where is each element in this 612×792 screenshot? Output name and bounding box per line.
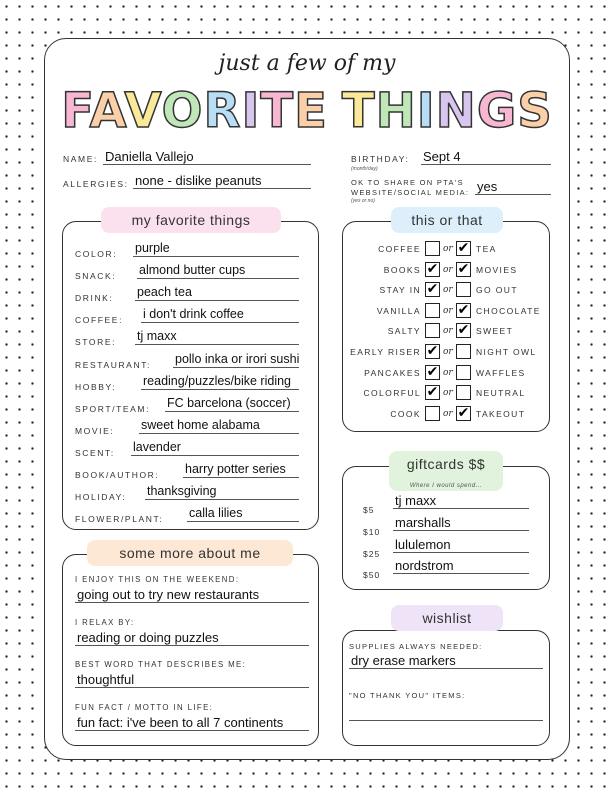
name-label: NAME: xyxy=(63,154,98,164)
title-letter: I xyxy=(241,83,261,139)
about-me-value[interactable]: fun fact: i've been to all 7 continents xyxy=(75,715,309,731)
title-letter: H xyxy=(375,83,417,139)
form-card xyxy=(44,38,570,760)
share-label-1: OK TO SHARE ON PTA'S xyxy=(351,178,464,187)
giftcard-store[interactable]: lululemon xyxy=(393,537,529,553)
favorite-label: SNACK: xyxy=(75,271,117,282)
favorite-value[interactable]: peach tea xyxy=(135,285,299,301)
favorite-label: SPORT/TEAM: xyxy=(75,403,151,414)
favorite-value[interactable]: thanksgiving xyxy=(145,484,299,500)
this-or-that-right-label: SWEET xyxy=(476,326,514,337)
birthday-label: BIRTHDAY: xyxy=(351,154,410,164)
giftcard-amount: $50 xyxy=(363,570,381,581)
allergies-field[interactable]: none - dislike peanuts xyxy=(133,173,311,189)
or-text: or xyxy=(443,408,453,419)
favorite-value[interactable]: pollo inka or irori sushi xyxy=(175,351,300,366)
or-text: or xyxy=(443,244,453,254)
favorite-label: HOLIDAY: xyxy=(75,492,127,503)
birthday-field[interactable]: Sept 4 xyxy=(421,149,551,165)
this-or-that-left-checkbox[interactable] xyxy=(425,303,440,318)
share-hint: (yes or no) xyxy=(351,198,375,204)
favorite-value[interactable]: tj maxx xyxy=(135,329,299,345)
this-or-that-left-label: PANCAKES xyxy=(364,367,421,378)
favorite-label: RESTAURANT: xyxy=(75,359,152,370)
this-or-that-right-checkbox[interactable] xyxy=(456,282,471,297)
giftcard-amount: $25 xyxy=(363,548,381,559)
this-or-that-right-checkbox[interactable]: ✔ xyxy=(457,260,470,277)
about-me-value[interactable]: thoughtful xyxy=(75,672,309,688)
this-or-that-left-checkbox[interactable]: ✔ xyxy=(426,363,439,380)
giftcards-subtitle: Where I would spend... xyxy=(409,483,483,489)
favorite-value[interactable]: FC barcelona (soccer) xyxy=(165,396,299,412)
this-or-that-left-checkbox[interactable]: ✔ xyxy=(426,260,439,277)
about-me-label: I RELAX BY: xyxy=(75,617,135,627)
this-or-that-left-label: EARLY RISER xyxy=(350,347,421,357)
this-or-that-right-checkbox[interactable] xyxy=(456,344,471,359)
wishlist-heading: wishlist xyxy=(391,605,503,631)
about-me-value[interactable]: reading or doing puzzles xyxy=(75,630,309,646)
this-or-that-right-label: GO OUT xyxy=(476,285,518,296)
this-or-that-right-label: NEUTRAL xyxy=(476,388,526,399)
favorite-value[interactable]: lavender xyxy=(131,440,299,456)
title-letter: I xyxy=(416,83,436,139)
favorite-things-heading: my favorite things xyxy=(101,207,281,233)
more-about-me-heading: some more about me xyxy=(87,540,293,566)
favorite-label: SCENT: xyxy=(75,447,115,458)
favorite-value[interactable]: sweet home alabama xyxy=(139,418,299,434)
title-letter: N xyxy=(435,83,477,139)
this-or-that-right-label: CHOCOLATE xyxy=(476,305,541,316)
this-or-that-right-checkbox[interactable]: ✔ xyxy=(457,322,470,339)
no-thanks-field[interactable] xyxy=(349,705,543,721)
this-or-that-left-checkbox[interactable] xyxy=(425,323,440,338)
or-text: or xyxy=(443,388,453,399)
title-letter: G xyxy=(476,83,518,139)
favorite-label: FLOWER/PLANT: xyxy=(75,514,164,525)
supplies-label: SUPPLIES ALWAYS NEEDED: xyxy=(349,642,483,651)
giftcard-store[interactable]: nordstrom xyxy=(393,558,529,574)
favorite-value[interactable]: harry potter series xyxy=(183,462,299,478)
no-thanks-label: "NO THANK YOU" ITEMS: xyxy=(349,691,466,700)
this-or-that-left-label: STAY IN xyxy=(379,285,421,296)
or-text: or xyxy=(443,367,453,378)
favorite-value[interactable]: almond butter cups xyxy=(137,263,299,279)
giftcard-amount: $10 xyxy=(363,526,381,537)
birthday-hint: (month/day) xyxy=(351,166,378,172)
this-or-that-left-label: VANILLA xyxy=(376,305,421,316)
this-or-that-right-label: NIGHT OWL xyxy=(476,347,537,357)
this-or-that-left-label: COFFEE xyxy=(378,244,421,254)
this-or-that-right-checkbox[interactable] xyxy=(456,385,471,400)
this-or-that-right-checkbox[interactable]: ✔ xyxy=(457,404,470,421)
share-field[interactable]: yes xyxy=(475,179,551,195)
title-letter: A xyxy=(89,83,125,139)
or-text: or xyxy=(443,285,453,296)
this-or-that-right-checkbox[interactable]: ✔ xyxy=(457,240,470,256)
favorite-value[interactable]: reading/puzzles/bike riding xyxy=(141,374,299,390)
share-label-2: WEBSITE/SOCIAL MEDIA: xyxy=(351,188,470,197)
this-or-that-left-label: SALTY xyxy=(387,326,421,337)
giftcard-amount: $5 xyxy=(363,505,375,515)
title-letter: V xyxy=(124,83,162,139)
this-or-that-left-checkbox[interactable] xyxy=(425,241,440,256)
this-or-that-right-label: TEA xyxy=(476,244,497,254)
script-title: just a few of my xyxy=(218,51,396,76)
title-letter: T xyxy=(341,83,376,139)
title-letter: S xyxy=(517,83,553,139)
favorite-label: COFFEE: xyxy=(75,315,124,326)
this-or-that-left-checkbox[interactable]: ✔ xyxy=(426,281,439,298)
this-or-that-right-label: MOVIES xyxy=(476,264,518,275)
favorite-label: HOBBY: xyxy=(75,381,117,392)
this-or-that-left-checkbox[interactable] xyxy=(425,406,440,421)
about-me-label: I ENJOY THIS ON THE WEEKEND: xyxy=(75,575,240,584)
favorite-label: STORE: xyxy=(75,337,117,348)
this-or-that-left-checkbox[interactable]: ✔ xyxy=(426,384,439,401)
favorite-label: DRINK: xyxy=(75,293,114,304)
title-letter: E xyxy=(294,83,328,139)
title-letter: F xyxy=(61,83,90,139)
or-text: or xyxy=(443,326,453,337)
this-or-that-right-label: WAFFLES xyxy=(476,367,526,378)
giftcards-heading xyxy=(389,451,503,491)
about-me-value[interactable]: going out to try new restaurants xyxy=(75,587,309,603)
favorite-label: MOVIE: xyxy=(75,425,115,436)
this-or-that-right-checkbox[interactable] xyxy=(456,365,471,380)
supplies-field[interactable]: dry erase markers xyxy=(349,653,543,669)
favorite-label: COLOR: xyxy=(75,249,118,259)
favorite-label: BOOK/AUTHOR: xyxy=(75,470,160,480)
favorite-things-title xyxy=(45,83,569,139)
favorite-value[interactable]: purple xyxy=(133,241,299,257)
favorite-value[interactable]: i don't drink coffee xyxy=(141,307,299,323)
this-or-that-left-label: BOOKS xyxy=(383,264,421,275)
this-or-that-left-checkbox[interactable]: ✔ xyxy=(426,343,439,359)
this-or-that-left-label: COOK xyxy=(390,408,421,419)
giftcards-title: giftcards $$ xyxy=(406,456,486,472)
name-field[interactable]: Daniella Vallejo xyxy=(103,149,311,165)
title-letter: T xyxy=(260,83,295,139)
or-text: or xyxy=(443,347,453,357)
this-or-that-right-checkbox[interactable]: ✔ xyxy=(457,301,470,318)
or-text: or xyxy=(443,264,453,275)
this-or-that-right-label: TAKEOUT xyxy=(476,408,526,419)
this-or-that-left-label: COLORFUL xyxy=(363,388,421,399)
giftcard-store[interactable]: marshalls xyxy=(393,515,529,531)
title-letter: O xyxy=(161,83,204,139)
about-me-label: FUN FACT / MOTTO IN LIFE: xyxy=(75,702,214,712)
favorite-value[interactable]: calla lilies xyxy=(187,506,299,522)
allergies-label: ALLERGIES: xyxy=(63,179,129,189)
or-text: or xyxy=(443,305,453,316)
about-me-label: BEST WORD THAT DESCRIBES ME: xyxy=(75,660,247,669)
giftcard-store[interactable]: tj maxx xyxy=(393,493,529,509)
title-letter: R xyxy=(203,83,242,139)
this-or-that-heading: this or that xyxy=(391,207,503,233)
